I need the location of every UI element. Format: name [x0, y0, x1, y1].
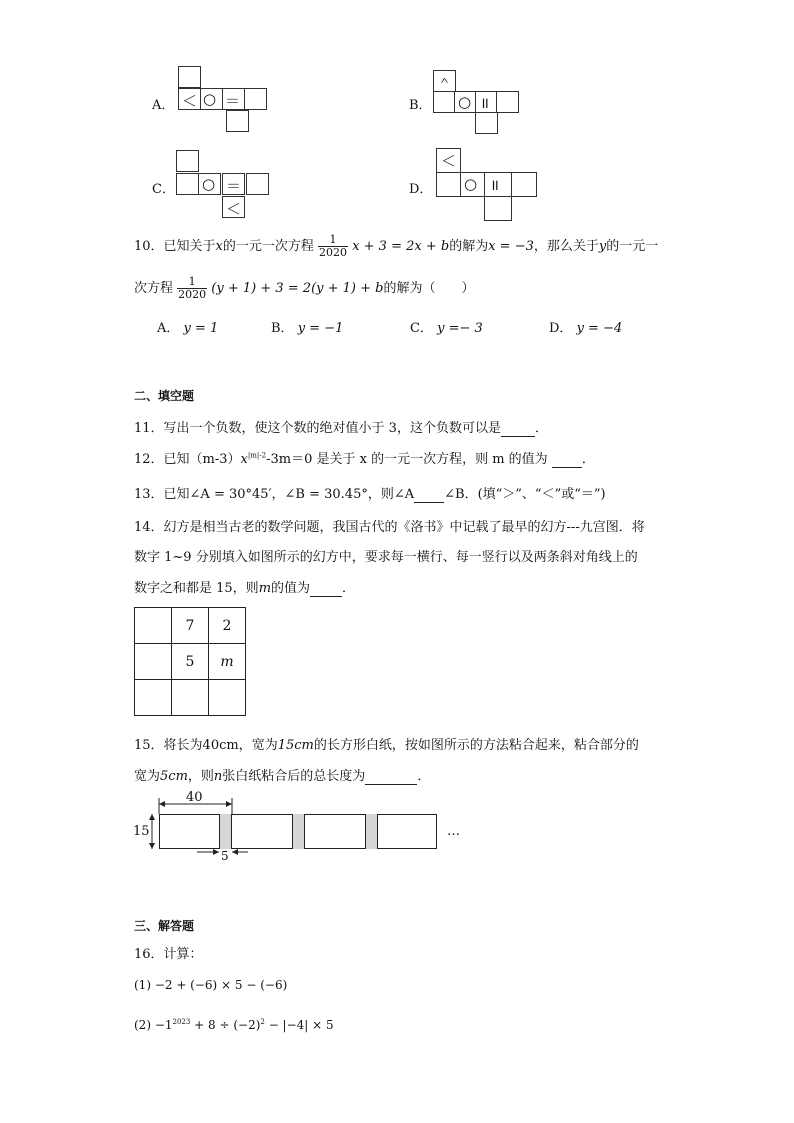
arrow-left-icon — [232, 849, 238, 855]
var-n: n — [213, 769, 223, 784]
q10-text: 的解为 — [449, 239, 489, 254]
glue-value: 5cm — [160, 769, 188, 784]
equals-symbol: ＝ — [225, 92, 241, 110]
q10-option-a[interactable] — [157, 317, 218, 336]
net-cell — [176, 173, 199, 195]
exponent: 2 — [260, 1018, 265, 1026]
answer-blank[interactable] — [310, 581, 342, 597]
q13-text: 13．已知∠A = 30°45′，∠B = 30.45°，则∠A — [134, 487, 415, 502]
arrow-right-icon — [213, 849, 219, 855]
less-than-symbol: ＜ — [226, 200, 242, 218]
frac-den: 2020 — [178, 288, 207, 301]
magic-cell — [135, 680, 172, 716]
q9-option-a-label: A． — [152, 98, 175, 113]
solution: x = −3 — [488, 239, 534, 254]
q15-line2 — [134, 765, 430, 785]
q14-text: 数字之和都是 15，则 — [134, 581, 259, 596]
width-value: 15cm — [277, 738, 314, 753]
q10-text: 次方程 — [134, 281, 174, 296]
q15-text: 15．将长为 — [134, 738, 203, 753]
net-cell — [484, 196, 512, 221]
magic-cell — [209, 680, 246, 716]
q15-line1 — [134, 734, 639, 753]
exponent: |m|-2 — [247, 451, 267, 460]
q11-text: 11．写出一个负数，使这个数的绝对值小于 3，这个负数可以是 — [134, 421, 501, 436]
q15-text: 的长方形白纸，按如图所示的方法粘合起来，粘合部分的 — [313, 738, 639, 753]
section-heading-solve: 三、解答题 — [134, 919, 195, 933]
arrow-up-icon — [149, 814, 155, 820]
section-heading-fill-blank: 二、填空题 — [134, 389, 195, 403]
dim-top-label: 40 — [186, 790, 203, 805]
q10-text: 的解为（ ） — [383, 281, 475, 296]
exponent: 2023 — [172, 1018, 191, 1026]
q16-part2 — [134, 1018, 334, 1032]
q16-title: 16．计算： — [134, 947, 203, 962]
q13 — [134, 483, 606, 503]
length-value: 40cm — [202, 738, 239, 753]
q11-end: ． — [534, 421, 548, 436]
q14-text: 的值为 — [271, 581, 311, 596]
q16-text: − |−4| × 5 — [264, 1018, 334, 1032]
q15-text: ，则 — [187, 769, 214, 784]
q10-text: ，那么关于 — [533, 239, 599, 254]
option-value: y = −4 — [576, 321, 623, 336]
option-value: y = −1 — [297, 321, 344, 336]
q10-option-b[interactable] — [271, 317, 343, 336]
less-than-symbol: ＜ — [441, 152, 457, 170]
magic-cell: 5 — [172, 644, 209, 680]
net-cell — [496, 91, 519, 113]
magic-cell: m — [209, 644, 246, 680]
q13-text: ∠B．(填“＞”、“＜”或“＝”) — [444, 487, 606, 502]
q9-option-b-label: B． — [409, 98, 432, 113]
net-cell — [475, 112, 498, 134]
q12-text: 12．已知（m-3） — [134, 452, 241, 467]
magic-cell: 2 — [209, 608, 246, 644]
q12 — [134, 448, 595, 468]
q16-text: + 8 ÷ (−2) — [190, 1018, 261, 1032]
var-y: y — [598, 239, 607, 254]
arrow-left-icon — [159, 801, 165, 807]
q14-end: ． — [342, 581, 356, 596]
q16-text: (2) −1 — [134, 1018, 173, 1032]
option-label: C． — [410, 321, 433, 336]
q10-text: 的一元一 — [606, 239, 659, 254]
magic-cell — [135, 608, 172, 644]
var-x: x — [215, 239, 223, 254]
var-m: m — [258, 581, 272, 596]
parallel-symbol: ॥ — [490, 176, 499, 194]
q15-end: ． — [417, 769, 431, 784]
q10-line1 — [134, 234, 658, 259]
q10-option-d[interactable] — [549, 317, 622, 336]
circle-symbol: ○ — [464, 175, 478, 193]
equation: (y + 1) + 3 = 2(y + 1) + b — [211, 281, 384, 296]
net-cell — [246, 173, 269, 195]
answer-blank[interactable] — [414, 487, 444, 503]
option-label: B． — [271, 321, 294, 336]
answer-blank[interactable] — [552, 452, 582, 468]
glue-overlap — [292, 814, 305, 849]
net-cell — [244, 88, 267, 110]
q11 — [134, 417, 548, 437]
less-than-symbol: ＜ — [182, 92, 198, 110]
circle-symbol: ○ — [202, 175, 216, 193]
caret-symbol: ＾ — [437, 72, 453, 90]
equation: x + 3 = 2x + b — [352, 239, 450, 254]
magic-cell: 7 — [172, 608, 209, 644]
magic-cell — [135, 644, 172, 680]
net-cell — [436, 172, 461, 197]
equals-symbol: ＝ — [226, 177, 242, 195]
ellipsis: … — [447, 824, 460, 839]
option-value: y = 1 — [183, 321, 219, 336]
answer-blank[interactable] — [501, 421, 535, 437]
arrow-right-icon — [226, 801, 232, 807]
q9-option-c-label: C． — [152, 182, 175, 197]
net-cell — [226, 110, 249, 132]
magic-square — [134, 607, 246, 716]
fraction — [177, 276, 207, 301]
net-cell — [178, 66, 201, 88]
net-cell — [176, 150, 199, 172]
q10-line2 — [134, 276, 474, 301]
q15-text: 张白纸粘合后的总长度为 — [222, 769, 366, 784]
net-cell — [433, 91, 456, 113]
q10-text: 的一元一次方程 — [222, 239, 314, 254]
glue-overlap — [365, 814, 378, 849]
option-value: y =− 3 — [437, 321, 483, 336]
q14-line1: 14．幻方是相当古老的数学问题，我国古代的《洛书》中记载了最早的幻方---九宫图．将 — [134, 520, 645, 535]
circle-symbol: ○ — [458, 93, 472, 111]
option-label: D． — [549, 321, 573, 336]
circle-symbol: ○ — [203, 90, 217, 108]
q14-line3 — [134, 577, 355, 597]
dim-bottom-label: 5 — [221, 849, 229, 863]
magic-cell — [172, 680, 209, 716]
q12-text: -3m＝0 是关于 x 的一元一次方程，则 m 的值为 — [266, 452, 548, 467]
answer-blank[interactable] — [365, 769, 417, 785]
net-cell — [511, 172, 537, 197]
parallel-symbol: ॥ — [480, 94, 489, 112]
q10-text: 10．已知关于 — [134, 239, 216, 254]
frac-num: 1 — [318, 234, 348, 247]
dim-left-label: 15 — [133, 824, 150, 839]
q12-end: ． — [581, 452, 595, 467]
q15-text: ，宽为 — [238, 738, 278, 753]
q14-line2: 数字 1~9 分别填入如图所示的幻方中，要求每一横行、每一竖行以及两条斜对角线上的 — [134, 550, 638, 565]
q9-option-d-label: D． — [409, 182, 433, 197]
var-x: x — [240, 452, 248, 467]
q10-option-c[interactable] — [410, 317, 483, 336]
option-label: A． — [157, 321, 180, 336]
frac-den: 2020 — [319, 246, 348, 259]
arrow-down-icon — [149, 843, 155, 849]
q15-text: 宽为 — [134, 769, 161, 784]
q16-part1: (1) −2 + (−6) × 5 − (−6) — [134, 978, 288, 992]
frac-num: 1 — [177, 276, 207, 289]
fraction — [318, 234, 348, 259]
